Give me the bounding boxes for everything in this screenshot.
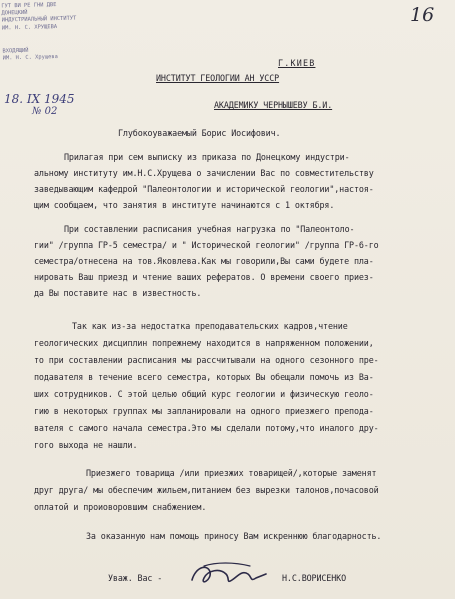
stamp-line: ВХОДЯЩИЙ — [2, 47, 29, 55]
salutation: Глубокоуважаемый Борис Иосифович. — [118, 128, 281, 138]
stamp-number: № 02 — [32, 106, 58, 117]
header-addressee: АКАДЕМИКУ ЧЕРНЫШЕВУ Б.И. — [214, 100, 333, 110]
paragraph-line: вателя с самого начала семестра.Это мы сделали потому,что иналого дру- — [34, 423, 379, 433]
paragraph-line: оплатой и проиоворовшим снабжением. — [34, 502, 207, 512]
paragraph-line: заведывающим кафедрой "Палеонтологии и исторической геологии",настоя- — [34, 184, 374, 194]
paragraph-line: За оказанную нам помощь приносу Вам искреннюю благодарность. — [86, 531, 382, 541]
stamp-date: 18. IX 1945 — [4, 92, 75, 106]
paragraph-line: геологических дисциплин попрежнему находится в напряженном положении, — [34, 338, 374, 348]
paragraph-line: ших сотрудников. С этой целью общий курс геологии и физическую геоло- — [34, 389, 374, 399]
paragraph-line: альному институту им.Н.С.Хрущева о зачислении Вас по совместительству — [34, 168, 374, 178]
institute-stamp — [1, 1, 115, 63]
paragraph-line: Приезжего товарища /или приезжих товарищей/,которые заменят — [86, 468, 377, 478]
paragraph-line: да Вы поставите нас в известность. — [34, 288, 202, 298]
paragraph-line: друг друга/ мы обеспечим жильем,питанием без вырезки талонов,почасовой — [34, 485, 379, 495]
paragraph-line: то при составлении расписания мы рассчитывали на одного сезонного пре- — [34, 355, 379, 365]
stamp-line: ГУТ ВИ РЕ ГНИ ДВЕ — [1, 2, 57, 10]
stamp-line: ДОНЕЦКИЙ — [1, 9, 28, 17]
paragraph-line: гию в некоторых группах мы запланировали на одного приезжего препода- — [34, 406, 374, 416]
paragraph-line: подавателя в течение всего семестра, которых Вы обещали помочь из Ва- — [34, 372, 374, 382]
paragraph-line: Прилагая при сем выписку из приказа по Донецкому индустри- — [64, 152, 350, 162]
paragraph-line: гии" /группа ГР-5 семестра/ и " Исторической геологии" /группа ГР-6-го — [34, 240, 379, 250]
paragraph-line: семестра/отнесена на тов.Яковлева.Как мы говорили,Вы сами будете пла- — [34, 256, 374, 266]
page-number: 16 — [410, 4, 435, 26]
stamp-line: ИНДУСТРИАЛЬНЫЙ ИНСТИТУТ — [1, 15, 77, 24]
paragraph-line: щим сообщаем, что занятия в институте начинаются с 1 октября. — [34, 200, 335, 210]
paragraph-line: При составлении расписания учебная нагрузка по "Палеонтоло- — [64, 224, 355, 234]
paragraph-line: гого выхода не нашли. — [34, 440, 138, 450]
closing-label: Уваж. Вас - — [108, 573, 163, 583]
signer-name: Н.С.ВОРИСЕНКО — [282, 573, 346, 583]
stamp-line: ИМ. Н. С. ХРУЩЕВА — [1, 23, 58, 32]
header-city: Г.КИЕВ — [278, 58, 316, 68]
stamp-line: ИМ. Н. С. Хрущева — [2, 54, 58, 62]
header-institute: ИНСТИТУТ ГЕОЛОГИИ АН УССР — [156, 73, 280, 83]
handwritten-signature — [186, 558, 272, 592]
paragraph-line: нировать Ваш приезд и чтение ваших рефератов. О времени своего приез- — [34, 272, 374, 282]
paragraph-line: Так как из-за недостатка преподавательских кадров,чтение — [72, 321, 348, 331]
